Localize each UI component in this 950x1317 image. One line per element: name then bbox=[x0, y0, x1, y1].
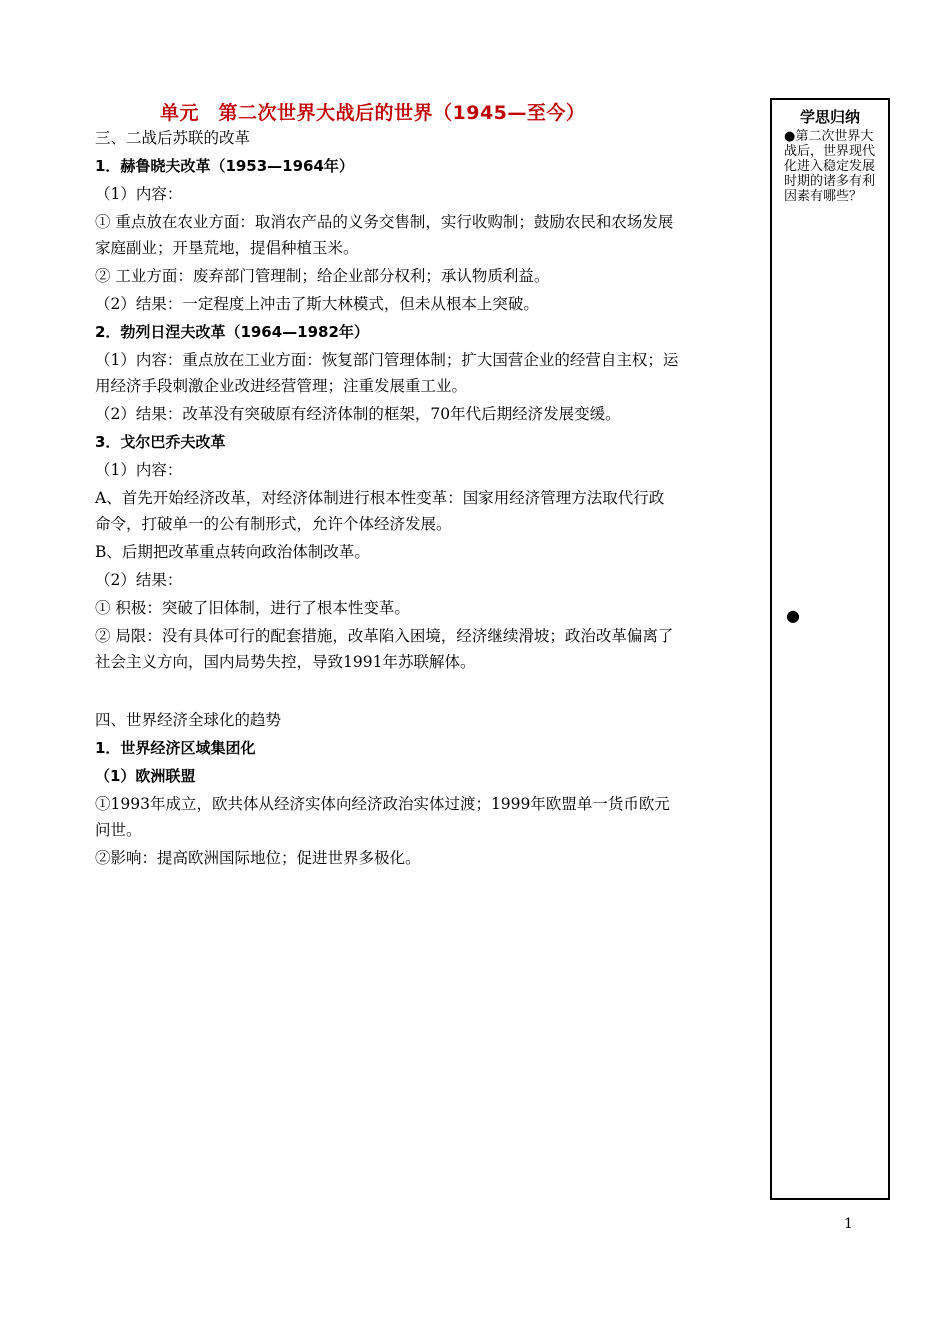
gorbachev-result-2-line1: ② 局限：没有具体可行的配套措施，改革陷入困境，经济继续滑坡；政治改革偏离了 bbox=[95, 627, 674, 645]
gorbachev-content-label: （1）内容： bbox=[95, 461, 183, 479]
eu-item2: ②影响：提高欧洲国际地位；促进世界多极化。 bbox=[95, 849, 421, 867]
gorbachev-a-line2: 命令，打破单一的公有制形式，允许个体经济发展。 bbox=[95, 515, 452, 533]
sidebar-question: ●第二次世界大战后，世界现代化进入稳定发展时期的诸多有利因素有哪些？ bbox=[784, 129, 876, 204]
section-4-heading: 四、世界经济全球化的趋势 bbox=[95, 711, 282, 729]
gorbachev-result-1: ① 积极：突破了旧体制，进行了根本性变革。 bbox=[95, 599, 410, 617]
sidebar-title: 学思归纳 bbox=[799, 108, 860, 126]
gorbachev-result-2-line2: 社会主义方向，国内局势失控，导致1991年苏联解体。 bbox=[95, 653, 476, 671]
eu-item1-line2: 问世。 bbox=[95, 821, 142, 839]
gorbachev-result-label: （2）结果： bbox=[95, 571, 183, 589]
regional-grouping-heading: 1．世界经济区域集团化 bbox=[95, 739, 256, 757]
reflection-sidebar bbox=[770, 98, 890, 1200]
page-title: 单元 第二次世界大战后的世界（1945—至今） bbox=[160, 102, 586, 124]
khrushchev-result: （2）结果：一定程度上冲击了斯大林模式，但未从根本上突破。 bbox=[95, 295, 539, 313]
main-content bbox=[95, 128, 757, 868]
brezhnev-heading: 2．勃列日涅夫改革（1964—1982年） bbox=[95, 323, 369, 341]
brezhnev-content-line2: 用经济手段刺激企业改进经营管理；注重发展重工业。 bbox=[95, 377, 468, 395]
page-number: 1 bbox=[844, 1216, 853, 1232]
khrushchev-item2: ② 工业方面：废弃部门管理制；给企业部分权利；承认物质利益。 bbox=[95, 267, 550, 285]
brezhnev-result: （2）结果：改革没有突破原有经济体制的框架，70年代后期经济发展变缓。 bbox=[95, 405, 621, 423]
eu-item1-line1: ①1993年成立，欧共体从经济实体向经济政治实体过渡；1999年欧盟单一货币欧元 bbox=[95, 795, 670, 813]
spacer bbox=[95, 672, 757, 702]
khrushchev-item1-line2: 家庭副业；开垦荒地，提倡种植玉米。 bbox=[95, 239, 359, 257]
eu-subheading: （1）欧洲联盟 bbox=[95, 767, 196, 785]
gorbachev-heading: 3．戈尔巴乔夫改革 bbox=[95, 433, 226, 451]
khrushchev-content-label: （1）内容： bbox=[95, 185, 183, 203]
gorbachev-a-line1: A、首先开始经济改革，对经济体制进行根本性变革：国家用经济管理方法取代行政 bbox=[95, 489, 665, 507]
brezhnev-content-line1: （1）内容：重点放在工业方面：恢复部门管理体制；扩大国营企业的经营自主权；运 bbox=[95, 351, 679, 369]
khrushchev-heading: 1．赫鲁晓夫改革（1953—1964年） bbox=[95, 157, 354, 175]
section-3-heading: 三、二战后苏联的改革 bbox=[95, 129, 251, 147]
sidebar-bullet: ● bbox=[786, 606, 800, 625]
khrushchev-item1-line1: ① 重点放在农业方面：取消农产品的义务交售制，实行收购制；鼓励农民和农场发展 bbox=[95, 213, 674, 231]
gorbachev-b: B、后期把改革重点转向政治体制改革。 bbox=[95, 543, 370, 561]
